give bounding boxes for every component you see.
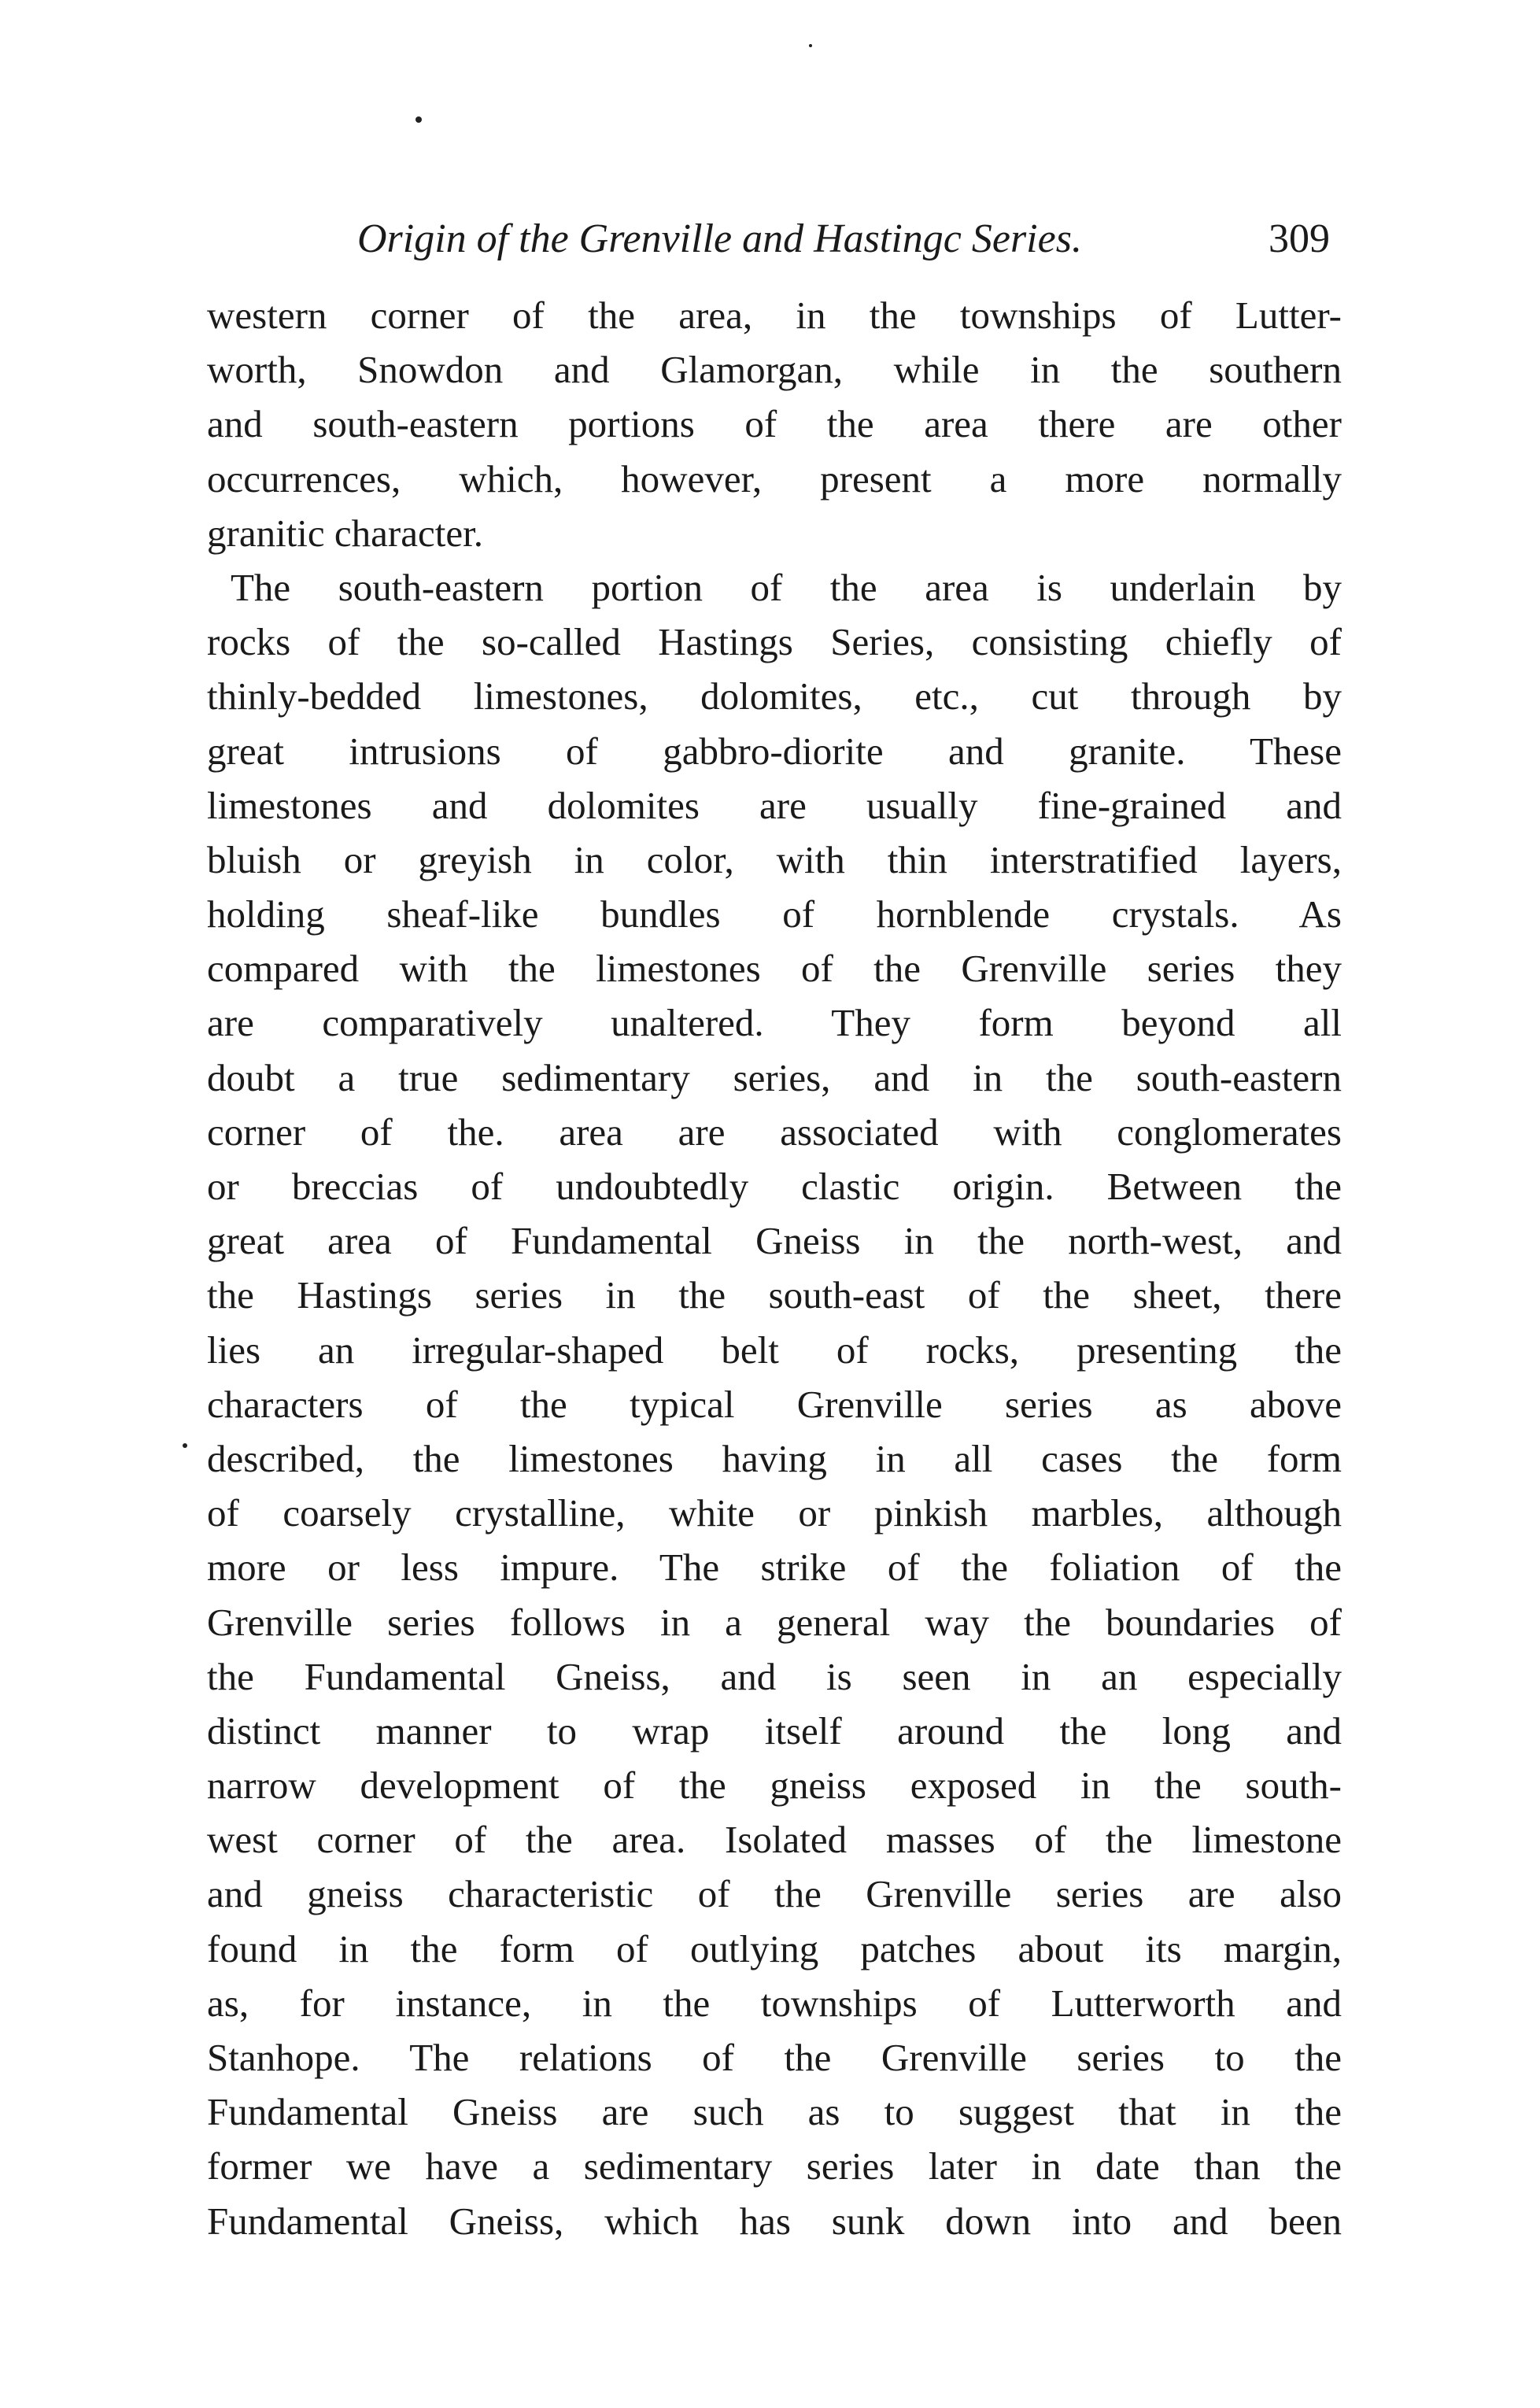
text-line: are comparatively unaltered. They form beyond all	[207, 1001, 1342, 1045]
text-line: and gneiss characteristic of the Grenville series are also	[207, 1872, 1342, 1916]
paragraph-first-line: The south-eastern portion of the area is underlain by	[231, 565, 1342, 609]
text-line: holding sheaf-like bundles of hornblende crystals. As	[207, 892, 1342, 936]
text-line: the Fundamental Gneiss, and is seen in an especially	[207, 1654, 1342, 1698]
text-line: bluish or greyish in color, with thin interstratified layers,	[207, 837, 1342, 881]
text-line: western corner of the area, in the townships of Lutter-	[207, 294, 1342, 337]
page-number: 309	[1269, 216, 1330, 261]
text-line: thinly-bedded limestones, dolomites, etc., cut through by	[207, 674, 1342, 718]
text-line: compared with the limestones of the Grenville series they	[207, 947, 1342, 991]
text-line: described, the limestones having in all cases the form	[207, 1436, 1342, 1480]
text-line: doubt a true sedimentary series, and in the south-eastern	[207, 1055, 1342, 1099]
text-line: the Hastings series in the south-east of the sheet, there	[207, 1273, 1342, 1317]
body-text	[207, 288, 1342, 2248]
print-speck	[183, 1443, 187, 1448]
paragraph-last-line: granitic character.	[207, 511, 483, 555]
text-line: Fundamental Gneiss are such as to suggest that in the	[207, 2090, 1342, 2134]
text-line: of coarsely crystalline, white or pinkish marbles, although	[207, 1491, 1342, 1535]
text-line: rocks of the so-called Hastings Series, consisting chiefly of	[207, 620, 1342, 664]
text-line: as, for instance, in the townships of Lutterworth and	[207, 1981, 1342, 2025]
text-line: great intrusions of gabbro-diorite and granite. These	[207, 729, 1342, 773]
text-line: west corner of the area. Isolated masses of the limestone	[207, 1818, 1342, 1862]
text-line: limestones and dolomites are usually fine-grained and	[207, 783, 1342, 827]
running-head	[346, 206, 1339, 272]
text-line: distinct manner to wrap itself around the long and	[207, 1708, 1342, 1752]
text-line: corner of the. area are associated with conglomerates	[207, 1110, 1342, 1154]
text-line: more or less impure. The strike of the foliation of the	[207, 1546, 1342, 1590]
text-line: and south-eastern portions of the area there are other	[207, 402, 1342, 446]
text-line: great area of Fundamental Gneiss in the north-west, and	[207, 1219, 1342, 1263]
text-line: former we have a sedimentary series later in date than the	[207, 2144, 1342, 2188]
text-line: found in the form of outlying patches about its margin,	[207, 1926, 1342, 1970]
text-line: occurrences, which, however, present a more normally	[207, 456, 1342, 500]
print-speck	[415, 116, 422, 123]
text-line: narrow development of the gneiss exposed in the south-	[207, 1764, 1342, 1808]
text-line: Grenville series follows in a general way the boundaries of	[207, 1600, 1342, 1644]
print-speck	[809, 44, 812, 47]
text-line: Fundamental Gneiss, which has sunk down into and been	[207, 2199, 1342, 2243]
text-line: worth, Snowdon and Glamorgan, while in the southern	[207, 348, 1342, 392]
running-title: Origin of the Grenville and Hastingc Series.	[357, 216, 1082, 261]
text-line: Stanhope. The relations of the Grenville series to the	[207, 2036, 1342, 2079]
text-line: characters of the typical Grenville series as above	[207, 1382, 1342, 1426]
text-line: or breccias of undoubtedly clastic origin. Between the	[207, 1165, 1342, 1208]
text-line: lies an irregular-shaped belt of rocks, presenting the	[207, 1328, 1342, 1372]
